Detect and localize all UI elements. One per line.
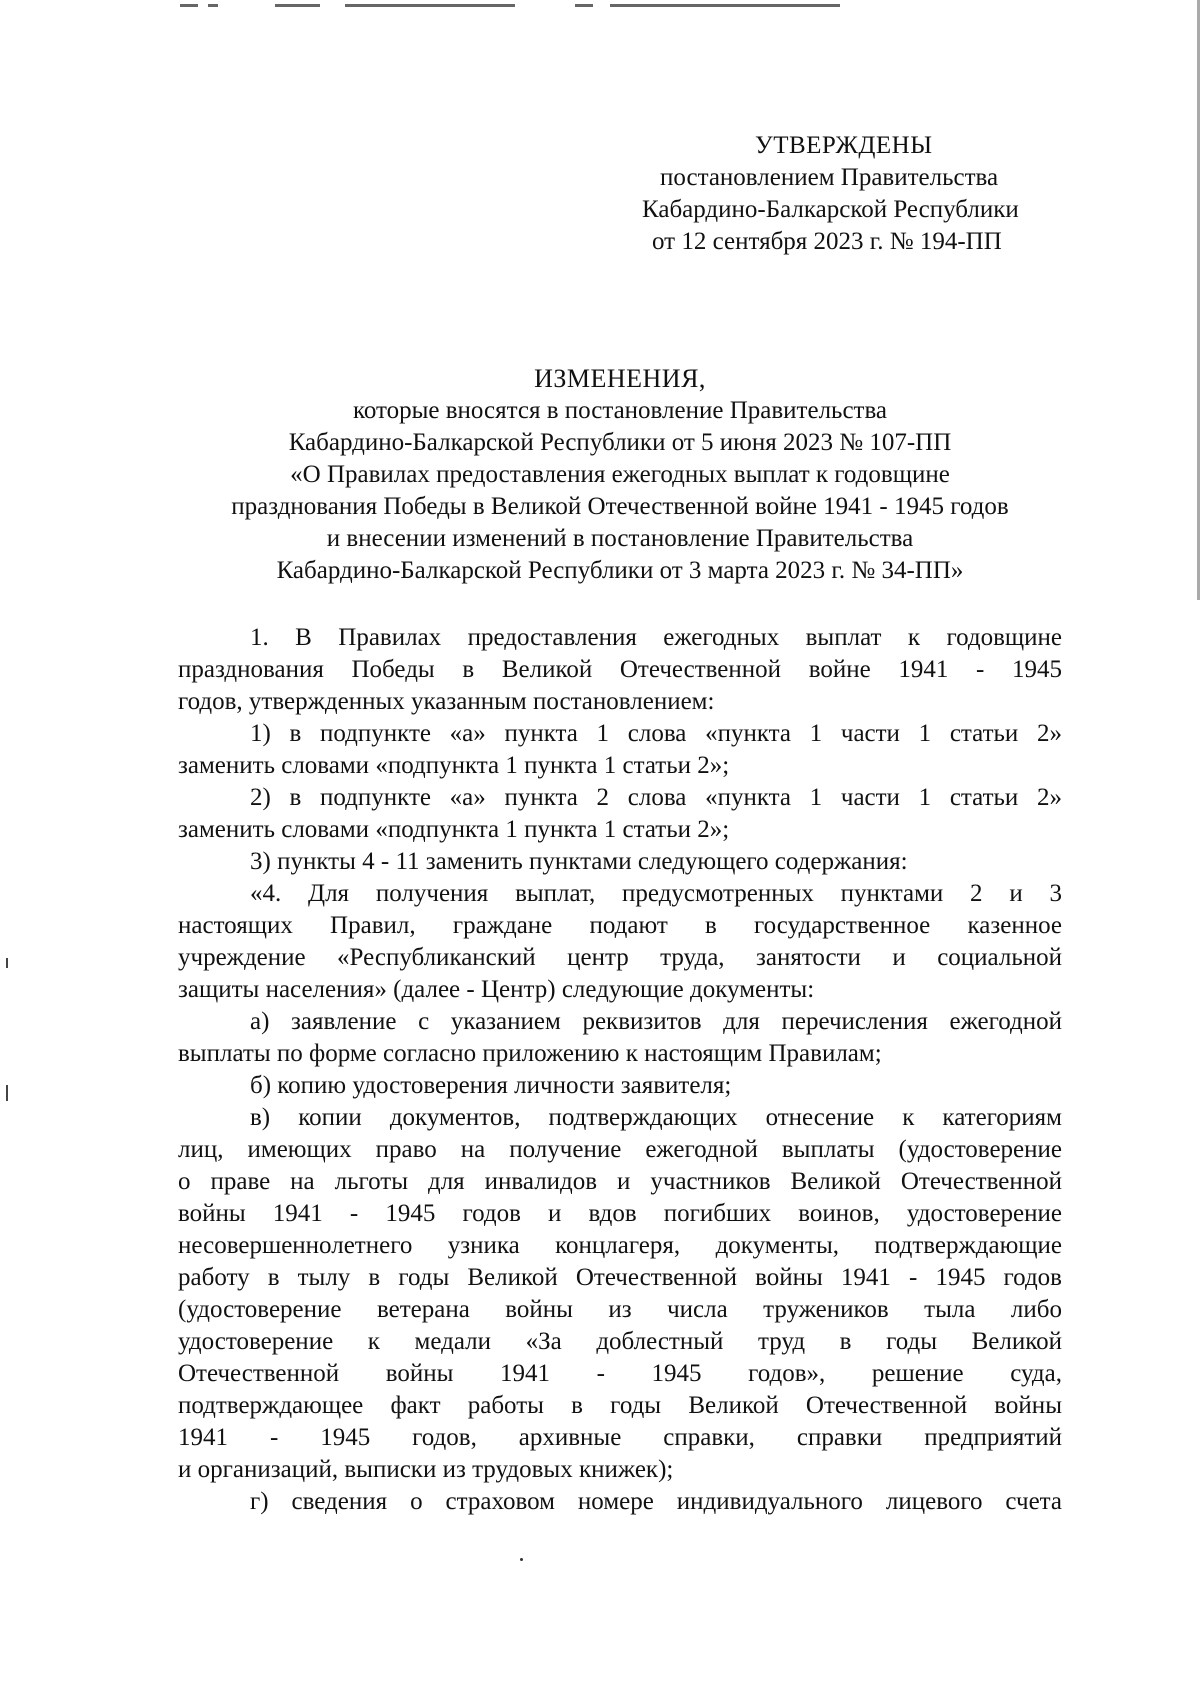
scan-artifact-top bbox=[180, 4, 900, 10]
scan-artifact-left-mark bbox=[6, 1085, 8, 1101]
body-line: защиты населения» (далее - Центр) следующие документы: bbox=[178, 976, 815, 1003]
body-line: учреждение «Республиканский центр труда, занятости и социальной bbox=[178, 944, 1062, 971]
body-line: «4. Для получения выплат, предусмотренных пунктами 2 и 3 bbox=[250, 880, 1062, 907]
approval-stamp-block bbox=[620, 130, 1080, 258]
body-line: Отечественной войны 1941 - 1945 годов», решение суда, bbox=[178, 1360, 1062, 1387]
body-line: 1. В Правилах предоставления ежегодных выплат к годовщине bbox=[250, 624, 1062, 651]
body-line: настоящих Правил, граждане подают в государственное казенное bbox=[178, 912, 1062, 939]
title-line: празднования Победы в Великой Отечественной войне 1941 - 1945 годов bbox=[231, 493, 1009, 520]
body-line: подтверждающее факт работы в годы Великой Отечественной войны bbox=[178, 1392, 1062, 1419]
approval-line: Кабардино-Балкарской Республики bbox=[642, 196, 1019, 223]
body-line: празднования Победы в Великой Отечественной войне 1941 - 1945 bbox=[178, 656, 1062, 683]
body-line: заменить словами «подпункта 1 пункта 1 статьи 2»; bbox=[178, 816, 730, 843]
approval-line: от 12 сентября 2023 г. № 194-ПП bbox=[652, 228, 1002, 255]
body-line: и организаций, выписки из трудовых книжек); bbox=[178, 1456, 674, 1483]
title-line: Кабардино-Балкарской Республики от 3 марта 2023 г. № 34-ПП» bbox=[276, 557, 964, 584]
body-line: в) копии документов, подтверждающих отнесение к категориям bbox=[250, 1104, 1062, 1131]
title-line: и внесении изменений в постановление Правительства bbox=[326, 525, 914, 552]
approval-line: постановлением Правительства bbox=[660, 164, 999, 191]
body-line: 3) пункты 4 - 11 заменить пунктами следующего содержания: bbox=[250, 848, 908, 875]
scan-dot bbox=[520, 1558, 523, 1561]
title-line: «О Правилах предоставления ежегодных выплат к годовщине bbox=[290, 461, 950, 488]
body-line: 1) в подпункте «а» пункта 1 слова «пункта 1 части 1 статьи 2» bbox=[250, 720, 1062, 747]
document-body bbox=[178, 622, 1062, 1518]
body-line: (удостоверение ветерана войны из числа тружеников тыла либо bbox=[178, 1296, 1062, 1323]
body-line: о праве на льготы для инвалидов и участников Великой Отечественной bbox=[178, 1168, 1062, 1195]
body-line: годов, утвержденных указанным постановлением: bbox=[178, 688, 715, 715]
body-line: войны 1941 - 1945 годов и вдов погибших воинов, удостоверение bbox=[178, 1200, 1062, 1227]
body-line: выплаты по форме согласно приложению к настоящим Правилам; bbox=[178, 1040, 882, 1067]
body-line: 2) в подпункте «а» пункта 2 слова «пункта 1 части 1 статьи 2» bbox=[250, 784, 1062, 811]
body-line: а) заявление с указанием реквизитов для перечисления ежегодной bbox=[250, 1008, 1062, 1035]
body-line: 1941 - 1945 годов, архивные справки, справки предприятий bbox=[178, 1424, 1062, 1451]
scan-artifact-left-mark bbox=[6, 958, 8, 968]
body-line: работу в тылу в годы Великой Отечественной войны 1941 - 1945 годов bbox=[178, 1264, 1062, 1291]
body-line: заменить словами «подпункта 1 пункта 1 статьи 2»; bbox=[178, 752, 730, 779]
title-line: которые вносятся в постановление Правительства bbox=[352, 397, 888, 424]
approval-heading: УТВЕРЖДЕНЫ bbox=[755, 132, 933, 159]
body-line: удостоверение к медали «За доблестный труд в годы Великой bbox=[178, 1328, 1062, 1355]
body-line: несовершеннолетнего узника концлагеря, документы, подтверждающие bbox=[178, 1232, 1062, 1259]
title-line: Кабардино-Балкарской Республики от 5 июня 2023 № 107-ПП bbox=[288, 429, 952, 456]
body-line: лиц, имеющих право на получение ежегодной выплаты (удостоверение bbox=[178, 1136, 1062, 1163]
body-line: г) сведения о страховом номере индивидуального лицевого счета bbox=[250, 1488, 1062, 1515]
body-line: б) копию удостоверения личности заявителя; bbox=[250, 1072, 732, 1099]
document-title-block bbox=[160, 363, 1080, 587]
document-title: ИЗМЕНЕНИЯ, bbox=[534, 364, 706, 393]
